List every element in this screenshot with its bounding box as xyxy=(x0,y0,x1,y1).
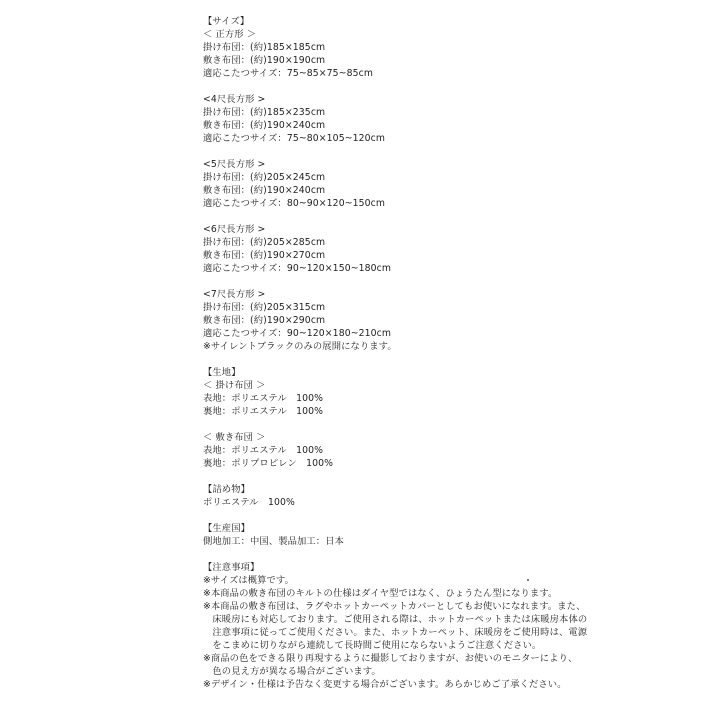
spec-block-heading: <5尺長方形 > xyxy=(203,159,266,170)
spec-line: 掛け布団：(約)205×315cm xyxy=(203,302,326,313)
spec-blocks xyxy=(203,15,713,691)
spec-line: ※サイズは概算です。 xyxy=(203,575,294,586)
spec-line: 掛け布団：(約)205×245cm xyxy=(203,172,326,183)
spec-line: 適応こたつサイズ：90~120×150~180cm xyxy=(203,263,392,274)
spec-line: 裏地：ポリエステル 100% xyxy=(203,406,324,417)
spec-line: 裏地：ポリプロピレン 100% xyxy=(203,458,334,469)
spec-line: 色の見え方が異なる場合がございます。 xyxy=(203,666,381,677)
block-spacer xyxy=(203,210,713,223)
spec-line: 敷き布団：(約)190×290cm xyxy=(203,315,326,326)
spec-block xyxy=(203,522,713,548)
spec-line: 適応こたつサイズ：75~80×105~120cm xyxy=(203,133,386,144)
spec-block xyxy=(203,93,713,145)
block-spacer xyxy=(203,509,713,522)
spec-block xyxy=(203,431,713,470)
block-spacer xyxy=(203,470,713,483)
block-spacer xyxy=(203,353,713,366)
spec-line: ＜ 正方形 ＞ xyxy=(203,29,257,40)
block-spacer xyxy=(203,548,713,561)
spec-block xyxy=(203,158,713,210)
spec-line: ※商品の色をできる限り再現するように撮影しておりますが、お使いのモニターにより、 xyxy=(203,653,578,664)
spec-line: ※デザイン・仕様は予告なく変更する場合がございます。あらかじめご了承ください。 xyxy=(203,679,567,690)
spec-block-heading: 【生産国】 xyxy=(203,523,250,534)
spec-block-heading: 【生地】 xyxy=(203,367,241,378)
spec-block-heading: <4尺長方形 > xyxy=(203,94,266,105)
spec-block-heading: <7尺長方形 > xyxy=(203,289,266,300)
spec-line: 注意事項に従ってご使用ください。また、ホットカーペット、床暖房をご使用時は、電源 xyxy=(203,627,588,638)
spec-line: 適応こたつサイズ：80~90×120~150cm xyxy=(203,198,386,209)
spec-block-heading: <6尺長方形 > xyxy=(203,224,266,235)
spec-block xyxy=(203,483,713,509)
block-spacer xyxy=(203,145,713,158)
spec-line: 表地：ポリエステル 100% xyxy=(203,393,324,404)
spec-line: 側地加工：中国、製品加工：日本 xyxy=(203,536,344,547)
spec-line: 敷き布団：(約)190×240cm xyxy=(203,120,326,131)
spec-line: ※サイレントブラックのみの展開になります。 xyxy=(203,341,397,352)
spec-block xyxy=(203,15,713,80)
spec-block xyxy=(203,366,713,418)
stray-dot-mark xyxy=(527,579,529,581)
block-spacer xyxy=(203,80,713,93)
spec-block-heading: ＜ 敷き布団 ＞ xyxy=(203,432,266,443)
spec-block xyxy=(203,288,713,353)
spec-block-heading: 【サイズ】 xyxy=(203,16,250,27)
spec-block xyxy=(203,561,713,691)
product-spec-document xyxy=(203,15,713,691)
spec-line: ポリエステル 100% xyxy=(203,497,295,508)
spec-line: ※本商品の敷き布団のキルトの仕様はダイヤ型ではなく、ひょうたん型になります。 xyxy=(203,588,558,599)
spec-line: をこまめに切りながら連続して長時間ご使用にならないようご注意ください。 xyxy=(203,640,542,651)
spec-line: 掛け布団：(約)185×185cm xyxy=(203,42,326,53)
spec-block-heading: 【詰め物】 xyxy=(203,484,250,495)
spec-line: 掛け布団：(約)205×285cm xyxy=(203,237,326,248)
spec-line: ＜ 掛け布団 ＞ xyxy=(203,380,266,391)
spec-line: 掛け布団：(約)185×235cm xyxy=(203,107,326,118)
spec-line: 敷き布団：(約)190×240cm xyxy=(203,185,326,196)
spec-line: ※本商品の敷き布団は、ラグやホットカーペットカバーとしてもお使いになれます。また、 xyxy=(203,601,586,612)
spec-line: 床暖房にも対応しております。ご使用される際は、ホットカーペットまたは床暖房本体の xyxy=(203,614,588,625)
block-spacer xyxy=(203,275,713,288)
spec-block-heading: 【注意事項】 xyxy=(203,562,260,573)
spec-line: 敷き布団：(約)190×270cm xyxy=(203,250,326,261)
spec-line: 表地：ポリエステル 100% xyxy=(203,445,324,456)
spec-block xyxy=(203,223,713,275)
spec-line: 適応こたつサイズ：90~120×180~210cm xyxy=(203,328,392,339)
block-spacer xyxy=(203,418,713,431)
spec-line: 適応こたつサイズ：75~85×75~85cm xyxy=(203,68,373,79)
spec-line: 敷き布団：(約)190×190cm xyxy=(203,55,326,66)
